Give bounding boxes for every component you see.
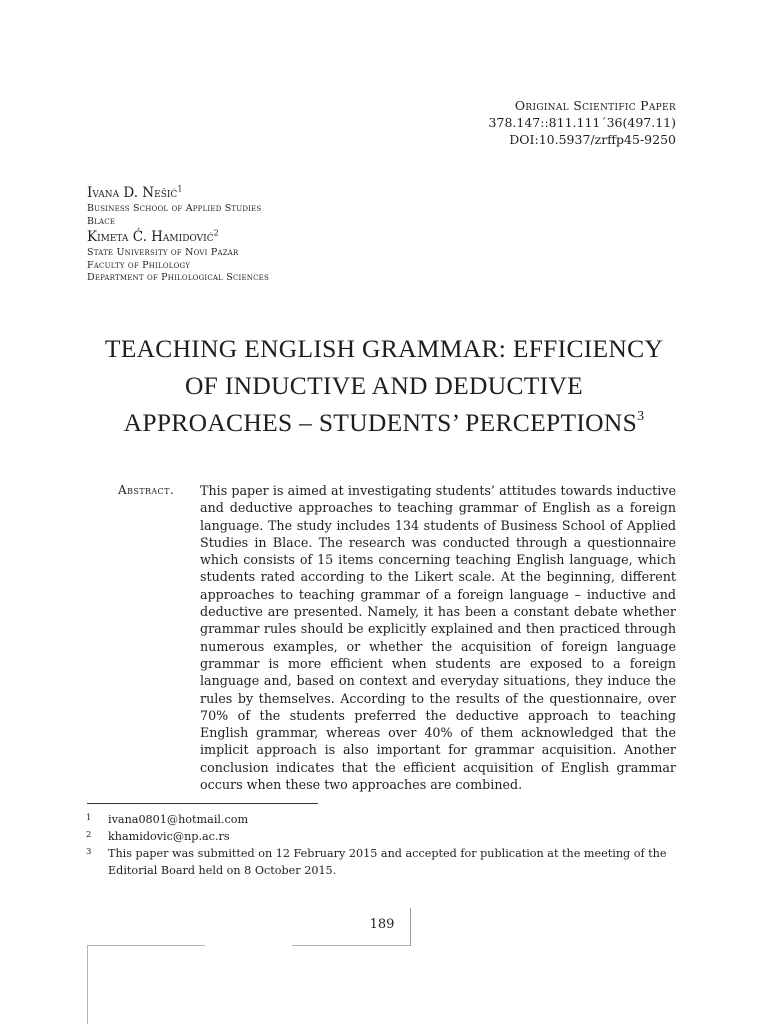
footnote-number: 3: [86, 847, 92, 857]
crop-mark: [292, 945, 410, 946]
article-metadata: [489, 97, 676, 148]
footnote-ref[interactable]: 1: [177, 184, 183, 194]
abstract: [118, 482, 678, 793]
footnote-email[interactable]: khamidovic@np.ac.rs: [108, 830, 230, 843]
footnote-email[interactable]: ivana0801@hotmail.com: [108, 813, 249, 826]
affiliation: Faculty of Philology: [87, 259, 191, 271]
title-line: TEACHING ENGLISH GRAMMAR: EFFICIENCY: [104, 334, 664, 363]
footnote-text: This paper was submitted on 12 February 2015 and accepted for publication at the meeting of the Editorial Board held on 8 October 2015.: [108, 847, 667, 877]
footnote-ref[interactable]: 3: [637, 409, 645, 424]
affiliation: Blace: [87, 215, 116, 227]
footnote: [86, 845, 678, 879]
page-number: 189: [369, 917, 395, 932]
footnote-separator: [87, 803, 318, 804]
footnote: [86, 828, 678, 845]
paper-type: Original Scientific Paper: [514, 98, 676, 113]
doi: DOI:10.5937/zrffp45-9250: [509, 132, 676, 147]
udc-code: 378.147::811.111´36(497.11): [488, 115, 676, 130]
footnote: [86, 811, 678, 828]
author-name: Kimeta Ć. Hamidović$^2$: [87, 228, 219, 246]
footnote-number: 1: [86, 813, 92, 823]
abstract-text: This paper is aimed at investigating students’ attitudes towards inductive and deductive approaches to teaching grammar of English as a foreign language. The study includes 134 students of Business School of Applied Studies in Blace. The research was conducted through a questionnaire which consists of 15 items concerning teaching English language, which students rated according to the Likert scale. At the beginning, different approaches to teaching grammar of a foreign language – inductive and deductive are presented. Namely, it has been a constant debate whether grammar rules should be explicitly explained and then practiced through numerous examples, or whether the acquisition of foreign language grammar is more efficient when students are exposed to a foreign language and, based on context and everyday situations, they induce the rules by themselves. According to the results of the questionnaire, over 70% of the students preferred the deductive approach to teaching English grammar, whereas over 40% of them acknowledged that the implicit approach is also important for grammar acquisition. Another conclusion indicates that the efficient acquisition of English grammar occurs when these two approaches are combined.: [200, 483, 676, 793]
affiliation: Department of Philological Sciences: [87, 272, 269, 284]
title-line: OF INDUCTIVE AND DEDUCTIVE: [184, 371, 584, 400]
crop-mark: [410, 908, 411, 946]
footnote-ref[interactable]: 2: [213, 228, 219, 238]
affiliation: State University of Novi Pazar: [87, 247, 239, 259]
crop-mark: [87, 945, 205, 946]
footnote-number: 2: [86, 830, 92, 840]
paper-title: [70, 330, 698, 441]
footnotes: [86, 811, 678, 879]
author-block: [87, 184, 269, 285]
author-name: Ivana D. Nešić$^1$: [87, 184, 183, 201]
abstract-label: Abstract.: [118, 483, 175, 497]
title-line: APPROACHES – STUDENTS’ PERCEPTIONS$^3$: [123, 408, 645, 437]
affiliation: Business School of Applied Studies: [87, 203, 262, 214]
crop-mark: [87, 945, 88, 1024]
